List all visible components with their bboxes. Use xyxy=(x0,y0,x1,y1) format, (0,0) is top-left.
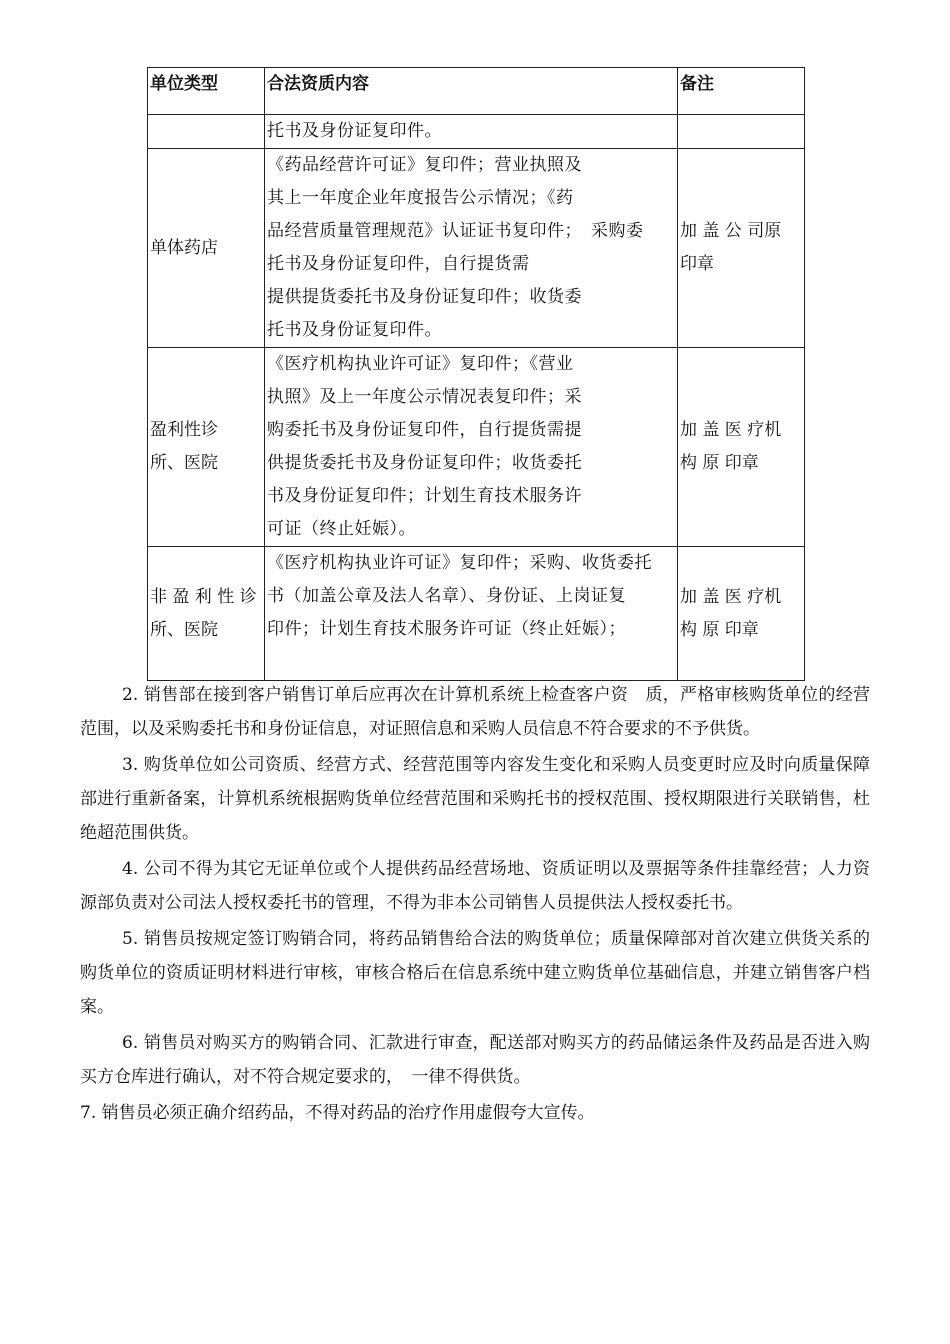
unit-type-cell xyxy=(148,149,265,348)
content-line: 其上一年度企业年度报告公示情况；《药 xyxy=(267,188,574,208)
unit-type-line: 所、医院 xyxy=(150,619,218,640)
paragraph-5: 5. 销售员按规定签订购销合同，将药品销售给合法的购货单位；质量保障部对首次建立供货关系的购货单位的资质证明材料进行审核，审核合格后在信息系统中建立购货单位基础信息，并建立销售客户档案。 xyxy=(80,929,870,1017)
content-line: 供提货委托书及身份证复印件；收货委托 xyxy=(267,453,582,473)
paragraph-3: 3. 购货单位如公司资质、经营方式、经营范围等内容发生变化和采购人员变更时应及时向质量保障部进行重新备案，计算机系统根据购货单位经营范围和采购托书的授权范围、授权期限进行关联销售，杜绝超范围供货。 xyxy=(80,755,870,843)
remarks-line: 构 原 印章 xyxy=(680,619,759,640)
content-line: 购委托书及身份证复印件，自行提货需提 xyxy=(267,420,582,440)
content-line: 《医疗机构执业许可证》复印件；采购、收货委托 xyxy=(267,553,652,573)
content-line: 托书及身份证复印件，自行提货需 xyxy=(267,254,530,274)
paragraph-4: 4. 公司不得为其它无证单位或个人提供药品经营场地、资质证明以及票据等条件挂靠经营；人力资源部负责对公司法人授权委托书的管理，不得为非本公司销售人员提供法人授权委托书。 xyxy=(80,859,870,913)
content-line: 可证（终止妊娠）。 xyxy=(267,519,416,539)
paragraph-2: 2. 销售部在接到客户销售订单后应再次在计算机系统上检查客户资 质，严格审核购货单位的经营范围，以及采购委托书和身份证信息，对证照信息和采购人员信息不符合要求的不予供货。 xyxy=(80,685,870,739)
remarks-cell xyxy=(678,547,805,681)
content-line: 《医疗机构执业许可证》复印件；《营业 xyxy=(267,354,574,374)
remarks-line: 印章 xyxy=(680,254,714,274)
paragraph-6: 6. 销售员对购买方的购销合同、汇款进行审查，配送部对购买方的药品储运条件及药品是否进入购买方仓库进行确认，对不符合规定要求的， 一律不得供货。 xyxy=(80,1033,870,1087)
content-line: 托书及身份证复印件。 xyxy=(267,320,442,340)
remarks-line: 加 盖 公 司原 xyxy=(680,221,782,241)
content-line: 书及身份证复印件；计划生育技术服务许 xyxy=(267,486,582,506)
qualification-content-cell xyxy=(265,115,678,149)
table-row xyxy=(148,115,805,149)
content-line: 品经营质量管理规范》认证证书复印件； 采购委 xyxy=(267,221,644,241)
table-row xyxy=(148,348,805,547)
unit-type-line: 单体药店 xyxy=(150,237,218,258)
content-line: 提供提货委托书及身份证复印件；收货委 xyxy=(267,287,582,307)
content-line: 托书及身份证复印件。 xyxy=(267,121,442,141)
remarks-line: 加 盖 医 疗机 xyxy=(680,586,782,607)
qualification-content-cell xyxy=(265,348,678,547)
remarks-cell xyxy=(678,348,805,547)
unit-type-line: 盈利性诊 xyxy=(150,420,218,440)
content-line: 执照》及上一年度公示情况表复印件；采 xyxy=(267,387,582,407)
qualification-content-cell xyxy=(265,149,678,348)
procedure-paragraphs xyxy=(80,678,870,1132)
content-line: 《药品经营许可证》复印件；营业执照及 xyxy=(267,155,582,175)
unit-type-cell xyxy=(148,348,265,547)
remarks-line: 构 原 印章 xyxy=(680,453,759,473)
paragraph-7: 7. 销售员必须正确介绍药品，不得对药品的治疗作用虚假夸大宣传。 xyxy=(80,1103,595,1123)
content-line: 印件；计划生育技术服务许可证（终止妊娠）； xyxy=(267,619,626,639)
remarks-cell xyxy=(678,149,805,348)
unit-type-line: 所、医院 xyxy=(150,453,218,473)
unit-type-cell xyxy=(148,115,265,149)
remarks-cell xyxy=(678,115,805,149)
remarks-line: 加 盖 医 疗机 xyxy=(680,420,782,440)
unit-type-line: 非 盈 利 性 诊 xyxy=(150,586,257,607)
header-unit-type: 单位类型 xyxy=(148,68,265,115)
table-row xyxy=(148,149,805,348)
unit-type-cell xyxy=(148,547,265,681)
qualification-table xyxy=(147,67,805,681)
qualification-content-cell xyxy=(265,547,678,681)
content-line: 书（加盖公章及法人名章）、身份证、上岗证复 xyxy=(267,586,626,606)
table-row xyxy=(148,547,805,681)
header-qualification-content: 合法资质内容 xyxy=(265,68,678,115)
header-remarks: 备注 xyxy=(678,68,805,115)
table-header-row xyxy=(148,68,805,115)
